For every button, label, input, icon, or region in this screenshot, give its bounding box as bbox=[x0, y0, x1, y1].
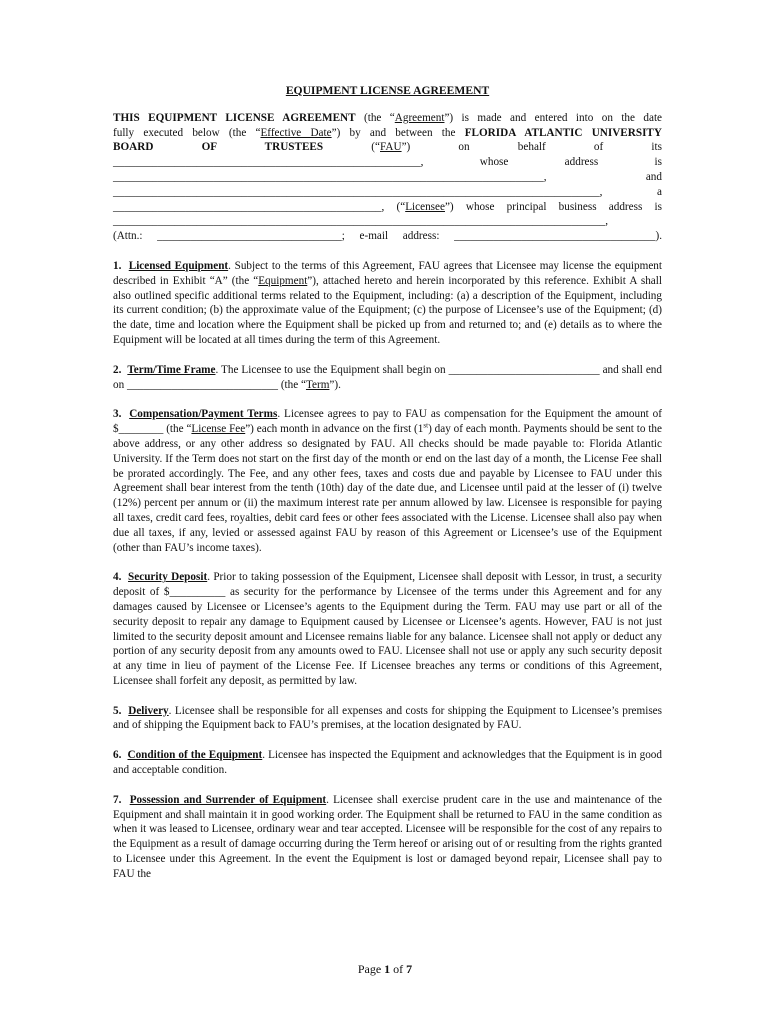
section-number: 2. bbox=[113, 363, 122, 376]
text-run: (“ bbox=[323, 141, 380, 154]
intro-line-9: (Attn.: _________________________________; e-mail address: ____________________________________). bbox=[113, 230, 662, 243]
page-label: Page bbox=[357, 962, 385, 976]
document-title: EQUIPMENT LICENSE AGREEMENT bbox=[285, 84, 490, 97]
defined-term: Term bbox=[305, 378, 330, 391]
intro-line-7 bbox=[113, 200, 662, 215]
section-3-compensation bbox=[113, 407, 662, 555]
section-heading: Condition of the Equipment bbox=[127, 749, 263, 762]
section-number: 1. bbox=[113, 259, 122, 272]
section-4-security-deposit bbox=[113, 570, 662, 688]
defined-term: License Fee bbox=[191, 423, 246, 436]
section-text: ”) each month in advance on the first (1 bbox=[245, 423, 424, 436]
text-run: ________________________________________________, (“ bbox=[113, 200, 406, 213]
section-text: ) day of each month. Payments should be sent to the above address, or any other address so designated by FAU. All checks should be made payable to: Florida Atlantic University. If the Term does not start on the first day of the month or end on the last day of a month, the License Fee shall be prorated accordingly. The Fee, and any other fees, taxes and costs due and payable by Licensee to FAU under this Agreement shall bear interest from the tenth (10th) day of the date due, and Licensee until paid at the lesser of (i) twelve (12%) percent per annum or (ii) the maximum interest rate per annum allowed by law. Licensee is responsible for paying all taxes, credit card fees, royalties, debit card fees or other fees associated with the License. Licensee shall also pay when due all taxes, if any, levied or assessed against FAU by reason of this Agreement or Licensee’s use of the Equipment (other than FAU’s income taxes). bbox=[113, 423, 662, 554]
defined-term: Effective Date bbox=[260, 126, 332, 139]
section-2-term bbox=[113, 363, 662, 393]
page-total: 7 bbox=[406, 962, 413, 976]
section-heading: Possession and Surrender of Equipment bbox=[129, 793, 327, 806]
defined-term: Licensee bbox=[405, 200, 445, 213]
text-run: ”) is made and entered into on the date bbox=[444, 111, 663, 124]
section-heading: Licensed Equipment bbox=[128, 259, 229, 272]
intro-paragraph bbox=[113, 111, 662, 244]
document-page bbox=[113, 84, 662, 897]
intro-line-5: _____________________________________________________________________________, and bbox=[113, 170, 662, 183]
section-text: . Licensee shall exercise prudent care in the use and maintenance of the Equipment and shall maintain it in good working order. The Equipment shall be returned to FAU in the same condition as when it was leased to Licensee, ordinary wear and tear accepted. Licensee will be responsible for the cost of any repairs to the Equipment as a result of damage occurring during the Term hereof or arising out of or resulting from the rights granted to Licensee under this Agreement. In the event the Equipment is lost or damaged beyond repair, Licensee shall pay to FAU the bbox=[113, 793, 662, 880]
intro-line-1 bbox=[113, 111, 662, 126]
defined-term: Equipment bbox=[258, 274, 308, 287]
defined-term: Agreement bbox=[394, 111, 445, 124]
intro-line-6: _______________________________________________________________________________________, a bbox=[113, 185, 662, 198]
section-heading: Compensation/Payment Terms bbox=[129, 408, 278, 421]
text-run: ”) by and between the bbox=[331, 126, 465, 139]
text-run: (the “ bbox=[355, 111, 395, 124]
page-of-label: of bbox=[390, 962, 407, 976]
section-number: 7. bbox=[113, 793, 122, 806]
section-number: 3. bbox=[113, 408, 122, 421]
page-footer bbox=[0, 962, 770, 977]
ordinal-suffix: st bbox=[423, 421, 429, 430]
intro-line-2 bbox=[113, 126, 662, 141]
section-text: ”), attached hereto and herein incorporated by this reference. Exhibit A shall also outlined specific additional terms related to the Equipment, including: (a) a description of the Equipment, including its current condition; (b) the approximate value of the Equipment; (c) the purpose of Licensee’s use of the Equipment; (d) the date, time and location where the Equipment shall be picked up from and returned to; and (e) details as to where the Equipment will be located at all times during the term of this Agreement. bbox=[113, 274, 662, 346]
section-number: 5. bbox=[113, 704, 122, 717]
section-heading: Security Deposit bbox=[128, 571, 208, 584]
section-text: . Licensee has inspected the Equipment and acknowledges that the Equipment is in good and acceptable condition. bbox=[113, 749, 662, 777]
section-number: 6. bbox=[113, 749, 122, 762]
party-name: FLORIDA ATLANTIC UNIVERSITY bbox=[464, 126, 662, 139]
party-name: BOARD OF TRUSTEES bbox=[113, 141, 324, 154]
text-run: fully executed below (the “ bbox=[113, 126, 261, 139]
section-5-delivery bbox=[113, 704, 662, 734]
text-run: ”) whose principal business address is bbox=[444, 200, 662, 213]
page-number: 1 bbox=[384, 962, 391, 976]
section-1-licensed-equipment bbox=[113, 259, 662, 348]
intro-line-3 bbox=[113, 140, 662, 155]
text-run: ”) on behalf of its bbox=[401, 141, 662, 154]
intro-line-4: _______________________________________________________, whose address is bbox=[113, 156, 662, 169]
section-7-possession bbox=[113, 793, 662, 882]
intro-line-8: ________________________________________________________________________________________, bbox=[113, 215, 609, 228]
section-heading: Delivery bbox=[128, 704, 169, 717]
agreement-name: THIS EQUIPMENT LICENSE AGREEMENT bbox=[113, 111, 356, 124]
section-text: . Licensee shall be responsible for all expenses and costs for shipping the Equipment to Licensee’s premises and of shipping the Equipment back to FAU’s premises, at the location designated by FAU. bbox=[113, 704, 662, 732]
section-6-condition bbox=[113, 748, 662, 778]
section-text: . Licensee agrees to pay to FAU as compensation for the Equipment the amount of $________ (the “ bbox=[113, 408, 663, 436]
section-number: 4. bbox=[113, 571, 122, 584]
section-text: ”). bbox=[329, 378, 341, 391]
section-text: . The Licensee to use the Equipment shall begin on ___________________________ and shall end on ___________________________ (the “ bbox=[113, 363, 662, 391]
section-heading: Term/Time Frame bbox=[127, 363, 216, 376]
section-text: . Subject to the terms of this Agreement, FAU agrees that Licensee may license the equipment described in Exhibit “A” (the “ bbox=[113, 259, 662, 287]
section-text: . Prior to taking possession of the Equipment, Licensee shall deposit with Lessor, in trust, a security deposit of $__________ as security for the performance by Licensee of the terms under this Agreement and for any damages caused by Licensee or Licensee’s agents to the Equipment during the Term. FAU may use part or all of the security deposit to repair any damage to Equipment caused by Licensee or Licensee’s agents. However, FAU is not just limited to the security deposit amount and Licensee remains liable for any balance. Licensee shall not apply or deduct any portion of any security deposit from any amounts owed to FAU. Licensee shall not use or apply any such security deposit at any time in lieu of payment of the License Fee. If Licensee breaches any terms or conditions of this Agreement, Licensee shall forfeit any deposit, as permitted by law. bbox=[113, 571, 663, 687]
defined-term: FAU bbox=[380, 141, 402, 154]
